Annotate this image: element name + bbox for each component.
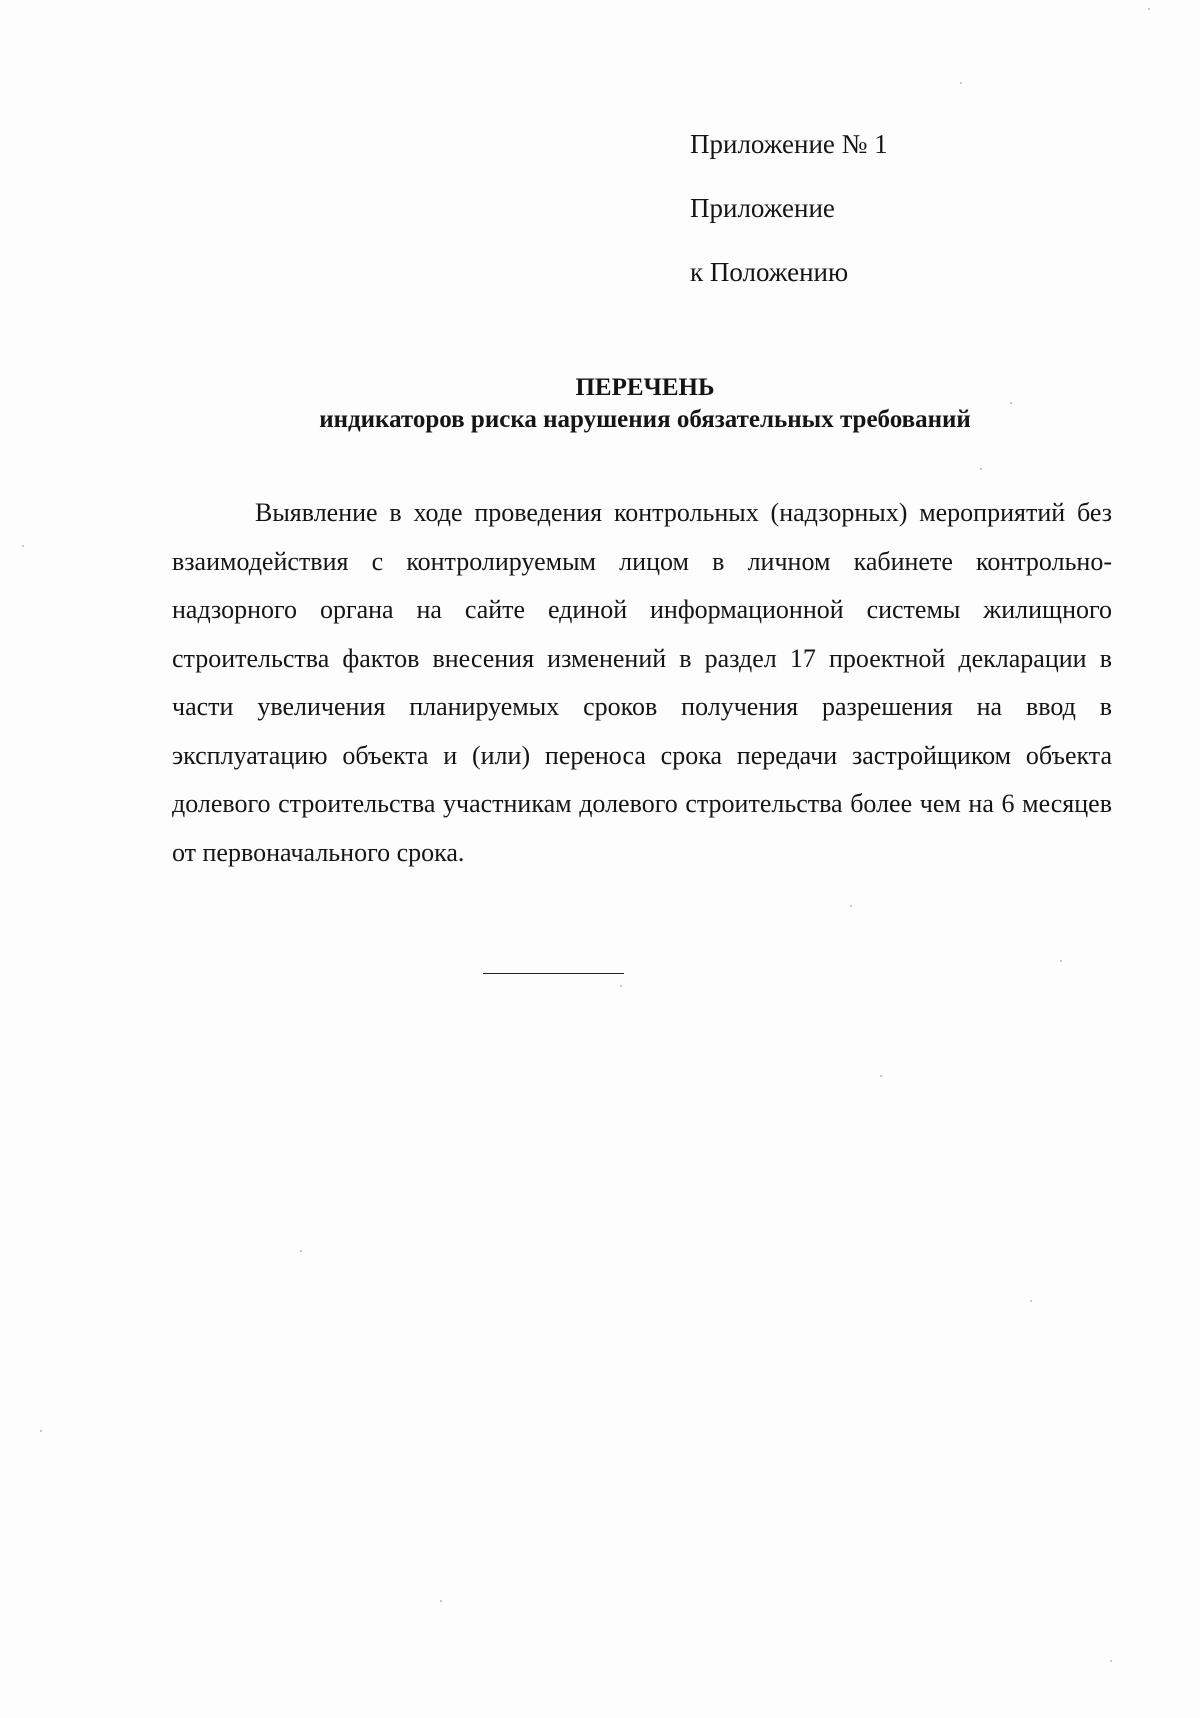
- scan-speck: [880, 1075, 882, 1077]
- scan-speck: [980, 468, 982, 470]
- scan-speck: [40, 1430, 42, 1432]
- scan-speck: [960, 82, 962, 84]
- body-paragraph: Выявление в ходе проведения контрольных (надзорных) мероприятий без взаимодействия с контролируемым лицом в личном кабинете контрольно-надзорного органа на сайте единой информационной системы жилищного строительства фактов внесения изменений в раздел 17 проектной декларации в части увеличения планируемых сроков получения разрешения на ввод в эксплуатацию объекта и (или) переноса срока передачи застройщиком объекта долевого строительства участникам долевого строительства более чем на 6 месяцев от первоначального срока.: [172, 498, 1112, 867]
- scan-speck: [1030, 1300, 1032, 1302]
- document-title: [170, 372, 1120, 436]
- end-separator-line: [483, 973, 624, 974]
- scan-speck: [850, 905, 852, 907]
- scan-speck: [440, 1600, 442, 1602]
- scan-speck: [300, 1250, 302, 1252]
- scan-speck: [1148, 8, 1150, 10]
- title-subtitle: индикаторов риска нарушения обязательных требований: [319, 406, 971, 433]
- title-main: ПЕРЕЧЕНЬ: [575, 374, 715, 401]
- annex-number: Приложение № 1: [690, 129, 888, 159]
- annex-reference: к Положению: [690, 257, 849, 287]
- scan-speck: [22, 545, 24, 547]
- annex-header: [690, 112, 1090, 304]
- scan-speck: [620, 985, 622, 987]
- scan-speck: [1010, 402, 1012, 404]
- annex-label: Приложение: [690, 193, 835, 223]
- scan-speck: [1110, 1660, 1112, 1662]
- scan-speck: [1060, 960, 1062, 962]
